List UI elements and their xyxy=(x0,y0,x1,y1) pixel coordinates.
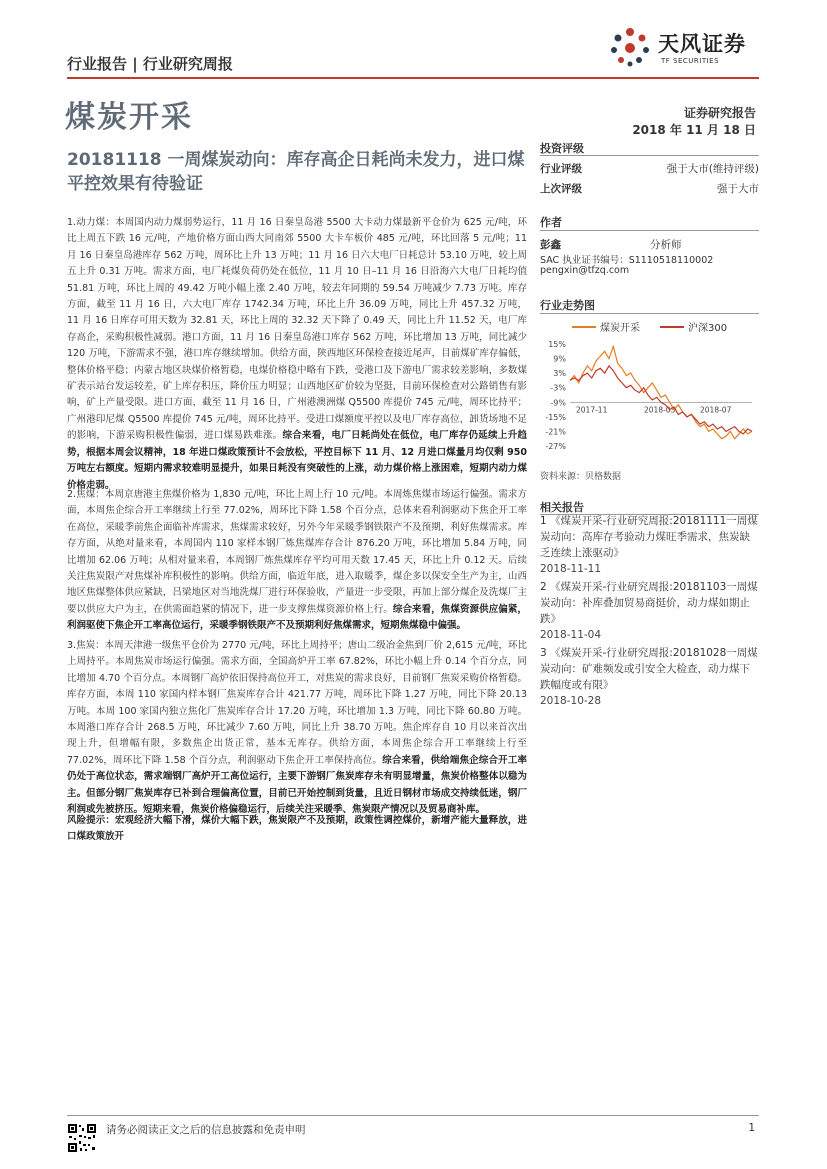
report-type: 证券研究报告 xyxy=(683,106,756,120)
brand-logo xyxy=(606,22,766,72)
rating-divider xyxy=(540,155,759,156)
y-tick-label: -9% xyxy=(550,398,566,408)
author-email[interactable]: pengxin@tfzq.com xyxy=(540,265,630,276)
footer-disclaimer: 请务必阅读正文之后的信息披露和免责申明 xyxy=(106,1124,306,1136)
section-coking-coal xyxy=(67,487,527,635)
section-thermal-coal xyxy=(67,215,527,494)
industry-rating-label: 行业评级 xyxy=(540,163,582,175)
author-title: 作者 xyxy=(540,216,562,229)
chart-source: 资料来源：贝格数据 xyxy=(540,472,622,482)
risk-warning xyxy=(67,813,527,846)
y-tick-label: -27% xyxy=(545,442,566,451)
y-tick-label: 15% xyxy=(548,340,566,349)
brand-name-en: TF SECURITIES xyxy=(661,57,720,65)
author-divider xyxy=(540,230,759,231)
trend-divider xyxy=(540,313,759,314)
related-report-date: 2018-10-28 xyxy=(540,695,602,707)
related-report-item[interactable] xyxy=(540,579,759,643)
section-coking-coal-text: 2.焦煤：本周京唐港主焦煤价格为 1,830 元/吨，环比上周上行 10 元/吨。本周炼焦煤市场运行偏强。需求方面，本周焦企综合开工率继续上行至 77.02%，周环比下降 1.58 个百分点，总体来看利润驱动下焦企开工率在高位，采暖季前焦企面临补库需求，焦煤需求较好，另外今年采暖季钢铁限产不及预期，利好焦煤需求。库存方面，从绝对量来看，本周国内 110 家样本钢厂炼焦煤库存合计 876.20 万吨，环比增加 5.84 万吨，同比增加 62.06 万吨；从相对量来看，本周钢厂炼焦煤库存平均可用天数 17.45 天，环比上升 0.12 天。后续关注焦炭限产对焦煤补库积极性的影响。供给方面，临近年底，进入取暖季，煤企多以保安全生产为主，山西地区焦煤整体供应紧缺，吕梁地区对当地洗煤厂进行环保验收，产量进一步受限，再加上部分煤企及洗煤厂主要以供应大户为主，在供需面趋紧的情况下，进一步支撑焦煤资源价格上行。 xyxy=(67,489,527,615)
footer-divider xyxy=(67,1115,759,1116)
trend-title: 行业走势图 xyxy=(540,299,595,312)
page-number: 1 xyxy=(748,1122,755,1134)
author-cert: SAC 执业证书编号：S1110518110002 xyxy=(540,255,714,266)
tf-logo-icon xyxy=(606,24,654,72)
related-report-date: 2018-11-11 xyxy=(540,563,602,575)
series-line xyxy=(570,366,752,434)
risk-warning-text: 宏观经济大幅下滑，煤价大幅下跌，焦炭限产不及预期，政策性调控煤价，新增产能大量释放，进口煤政策放开 xyxy=(67,815,527,843)
legend-label: 沪深300 xyxy=(688,323,728,334)
related-report-title[interactable]: 1 《煤炭开采-行业研究周报:20181111一周煤炭动向：高库存考验动力煤旺季需求，焦炭缺乏连续上涨驱动》 xyxy=(540,515,758,559)
x-tick-label: 2018-07 xyxy=(700,405,732,415)
x-tick-label: 2017-11 xyxy=(576,405,608,415)
author-role: 分析师 xyxy=(650,239,682,251)
brand-name: 天风证券 xyxy=(658,32,746,56)
related-title: 相关报告 xyxy=(540,501,584,514)
author-name: 彭鑫 xyxy=(540,239,561,251)
prev-rating-value: 强于大市 xyxy=(717,183,759,195)
report-category: 行业报告 | 行业研究周报 xyxy=(67,55,233,73)
qr-code-icon xyxy=(67,1123,97,1153)
section-thermal-coal-text: 1.动力煤：本周国内动力煤弱势运行，11 月 16 日秦皇岛港 5500 大卡动力煤最新平仓价为 625 元/吨，环比上周五下跌 16 元/吨，产地价格方面山西大同南郊 5500 大卡车板价 485 元/吨，环比回落 5 元/吨；11 月 16 日秦皇岛港库存 562 万吨，周环比上升 13 万吨；11 月 16 日六大电厂日耗总计 53.10 万吨，较上周五上升 0.31 万吨。需求方面，电厂耗煤负荷仍处在低位，11 月 10 日–11 月 16 日沿海六大电厂日耗均值 51.81 万吨，环比上周的 49.42 万吨小幅上涨 2.40 万吨，较去年同期的 59.54 万吨减少 7.73 万吨。库存方面，截至 11 月 16 日，六大电厂库存 1742.34 万吨，环比上升 36.09 万吨，同比上升 457.32 万吨，11 月 16 日库存可用天数为 32.81 天，环比上周的 32.32 天下降了 0.49 天，同比上升 11.52 天，电厂库存高企，采购积极性减弱。港口方面，11 月 16 日秦皇岛港口库存 562 万吨，环比增加 13 万吨，同比减少 120 万吨，下游需求不强，港口库存继续增加。供给方面，陕西地区环保检查接近尾声，目前煤矿库存偏低，整体价格平稳；内蒙古地区块煤价格暂稳，电煤价格稳中略有下跌，受港口及下游电厂需求较差影响，多数煤矿表示站台发运较差，矿上库存积压，降价压力明显；山西地区矿价较为坚挺，目前环保检查对公路销售有影响，矿上产量受限。进口方面，截至 11 月 16 日，广州港澳洲煤 Q5500 库提价 745 元/吨，周环比持平；广州港印尼煤 Q5500 库提价 745 元/吨，周环比持平。受进口煤额度平控以及电厂库存高位，卸货场地不足的影响，下游采购积极性偏弱，进口煤易跌难涨。 xyxy=(67,217,527,442)
y-tick-label: -21% xyxy=(545,427,566,437)
report-date: 2018 年 11 月 18 日 xyxy=(632,123,756,137)
report-title: 20181118 一周煤炭动向：库存高企日耗尚未发力，进口煤平控效果有待验证 xyxy=(67,150,525,194)
risk-warning-label: 风险提示： xyxy=(67,815,115,826)
related-report-date: 2018-11-04 xyxy=(540,629,602,641)
section-coke xyxy=(67,638,527,818)
prev-rating-label: 上次评级 xyxy=(540,183,582,195)
y-tick-label: -3% xyxy=(550,383,566,393)
y-tick-label: 3% xyxy=(553,369,566,379)
related-reports-list xyxy=(540,513,759,711)
x-tick-label: 2018-03 xyxy=(644,405,676,415)
related-report-item[interactable] xyxy=(540,645,759,709)
header-divider xyxy=(67,77,759,79)
section-coke-text: 3.焦炭：本周天津港一级焦平仓价为 2770 元/吨，环比上周持平；唐山二级冶金焦到厂价 2,615 元/吨，环比上周持平。本周焦炭市场运行偏强。需求方面，全国高炉开工率 67.82%，环比小幅上升 0.14 个百分点，同比增加 4.70 个百分点。本周钢厂高炉依旧保持高位开工，对焦炭的需求良好，目前钢厂焦炭采购价格暂稳。库存方面，本周 110 家国内样本钢厂焦炭库存合计 421.77 万吨，周环比下降 1.27 万吨，同比下降 20.13 万吨。本周 100 家国内独立焦化厂焦炭库存合计 17.20 万吨，环比增加 1.3 万吨，同比下降 60.80 万吨。本周港口库存合计 268.5 万吨，环比减少 7.60 万吨，同比上升 38.70 万吨。焦企库存自 10 月以来首次出现上升，但增幅有限，多数焦企出货正常，基本无库存。供给方面，本周焦企综合开工率继续上行至 77.02%，周环比下降 1.58 个百分点，利润驱动下焦企开工率保持高位。 xyxy=(67,640,527,766)
y-tick-label: -15% xyxy=(545,412,566,422)
section-thermal-coal-summary: 综合来看，电厂日耗尚处在低位，电厂库存仍延续上升趋势，根据本周会议精神，18 年进口煤政策预计不会放松，平控目标下 11 月、12 月进口煤量月均仅剩 950 万吨左右额度。短期内需求较难明显提升，如果日耗没有突破性的上涨，动力煤价格上涨困难，短期内动力煤价格走弱。 xyxy=(67,430,527,491)
section-coking-coal-summary: 综合来看，焦煤资源供应偏紧，利润驱使下焦企开工率高位运行，采暖季钢铁限产不及预期利好焦煤需求，短期焦煤稳中偏强。 xyxy=(67,603,527,632)
trend-chart-svg xyxy=(540,318,759,466)
trend-chart xyxy=(540,318,759,466)
related-report-title[interactable]: 2 《煤炭开采-行业研究周报:20181103一周煤炭动向：补库叠加贸易商挺价，动力煤如期止跌》 xyxy=(540,581,758,625)
section-coke-summary: 综合来看，供给端焦企综合开工率仍处于高位状态，需求端钢厂高炉开工高位运行，主要下游钢厂焦炭库存未有明显增量，焦炭价格整体以稳为主。但部分钢厂焦炭库存已补到合理偏高位置，目前已开始控制到货量，且近日钢材市场成交持续低迷，钢厂利润或先被挤压。短期来看，焦炭价格偏稳运行，后续关注采暖季、焦炭限产情况以及贸易商补库。 xyxy=(67,754,527,816)
related-report-item[interactable] xyxy=(540,513,759,577)
related-report-title[interactable]: 3 《煤炭开采-行业研究周报:20181028一周煤炭动向：矿难频发或引安全大检查，动力煤下跌幅度或有限》 xyxy=(540,647,758,691)
sector-name: 煤炭开采 xyxy=(65,100,193,135)
industry-rating-value: 强于大市(维持评级) xyxy=(666,163,759,175)
rating-title: 投资评级 xyxy=(540,142,584,155)
y-tick-label: 9% xyxy=(553,354,566,364)
series-line xyxy=(570,346,752,438)
legend-label: 煤炭开采 xyxy=(600,323,640,334)
